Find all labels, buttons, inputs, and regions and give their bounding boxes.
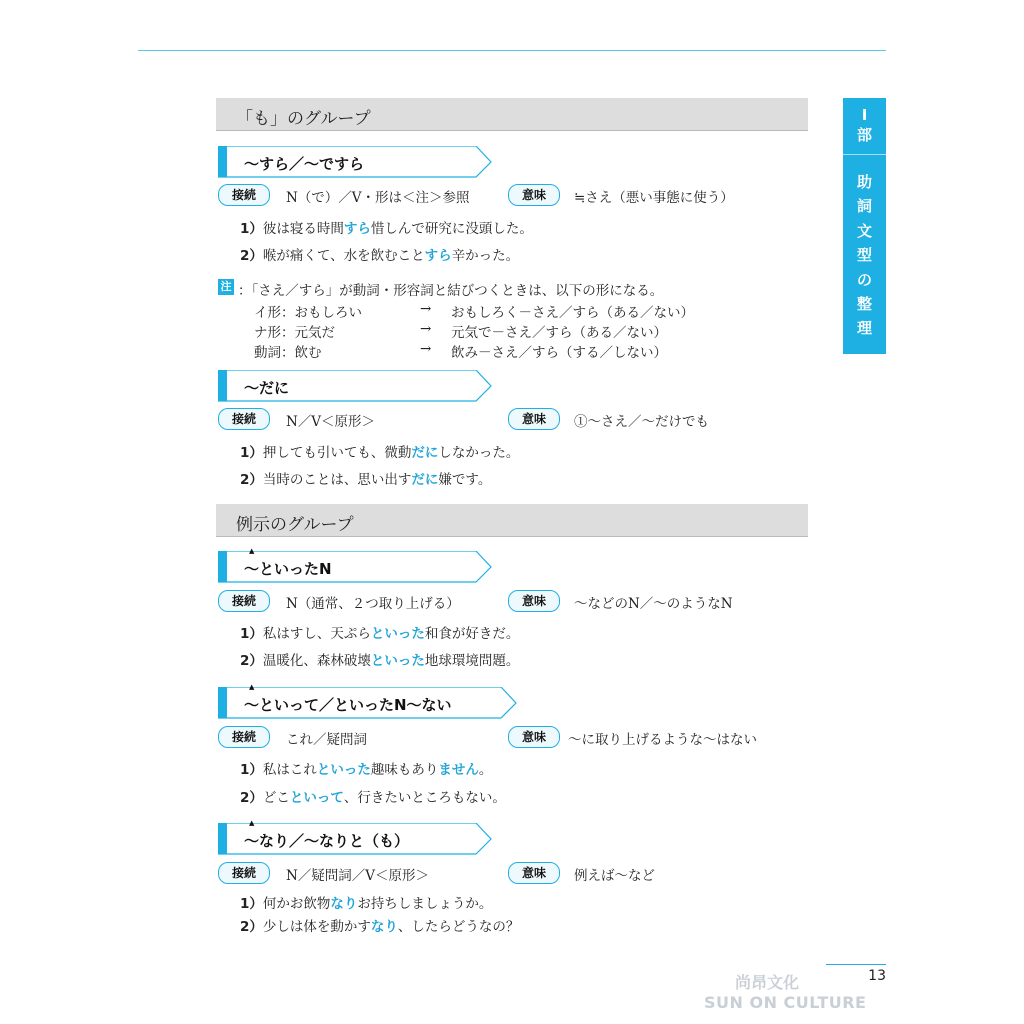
meaning-badge: 意味 [508, 862, 560, 884]
example-highlight: なり [370, 919, 398, 935]
example-number: 1） [240, 762, 263, 778]
section-header [216, 504, 808, 537]
side-tab-title [843, 170, 886, 341]
section-title: 「も」のグループ [236, 109, 371, 129]
meaning-badge: 意味 [508, 590, 560, 612]
part-side-tab [843, 98, 886, 354]
example-number: 1） [240, 221, 263, 237]
meaning-text: ≒さえ（悪い事態に使う） [574, 190, 734, 206]
connection-text: N／疑問詞／V＜原形＞ [286, 868, 430, 884]
example-number: 2） [240, 472, 263, 488]
connection-badge: 接続 [218, 726, 270, 748]
example-highlight: といった [316, 762, 371, 778]
example-highlight: といった [370, 626, 425, 642]
pattern-header [218, 683, 518, 719]
side-tab-char: 助 [856, 173, 872, 191]
example-number: 2） [240, 653, 263, 669]
pattern-title: ～といって／といったN～ない [244, 696, 452, 714]
example-sentence [240, 244, 519, 264]
example-text: 、行きたいところもない。 [343, 790, 506, 806]
connection-badge: 接続 [218, 184, 270, 206]
note-row-right: 飲み－さえ／すら（する／しない） [451, 345, 667, 361]
meaning-badge: 意味 [508, 408, 560, 430]
connection-badge: 接続 [218, 862, 270, 884]
connection-badge: 接続 [218, 590, 270, 612]
example-highlight: だに [411, 445, 439, 461]
example-text: 私はこれ [262, 762, 317, 778]
page-number-rule [826, 964, 886, 965]
part-numeral: I [861, 106, 868, 124]
example-highlight: すら [343, 221, 371, 237]
example-highlight: といって [289, 790, 344, 806]
connection-badge: 接続 [218, 408, 270, 430]
example-text: お持ちしましょうか。 [357, 896, 493, 912]
side-tab-char: 詞 [856, 197, 872, 216]
example-number: 2） [240, 790, 263, 806]
note-row-arrow: → [420, 301, 432, 317]
pattern-header [218, 146, 493, 178]
watermark-logo: SUN ON CULTURE [704, 993, 867, 1012]
side-tab-char: 理 [856, 319, 872, 338]
example-sentence [240, 622, 519, 642]
example-sentence [240, 892, 492, 912]
meaning-text: ～に取り上げるような～はない [568, 732, 757, 748]
side-tab-divider [843, 154, 886, 155]
side-tab-char: の [856, 270, 872, 289]
example-text: 温暖化、森林破壊 [262, 653, 371, 669]
side-tab-char: 型 [856, 246, 872, 265]
example-text: 私はすし、天ぷら [262, 626, 371, 642]
side-tab-char: 文 [856, 221, 872, 240]
watermark-logo: 尚昂文化 [735, 973, 800, 992]
example-text: 、したらどうなの？ [397, 919, 520, 935]
example-highlight: だに [411, 472, 439, 488]
example-text: 和食が好きだ。 [424, 626, 520, 642]
pattern-title: ～だに [244, 379, 290, 397]
example-sentence [240, 786, 506, 806]
example-text: 惜しんで研究に没頭した。 [370, 221, 533, 237]
note-row-left: ナ形：元気だ [254, 325, 335, 341]
example-text: 。 [478, 762, 493, 778]
note-row-left: イ形：おもしろい [254, 305, 362, 321]
side-tab-char: 整 [856, 295, 872, 314]
example-sentence [240, 468, 491, 488]
example-text: 喉が痛くて、水を飲むこと [262, 248, 425, 264]
pattern-header [218, 370, 493, 402]
example-sentence [240, 915, 519, 935]
section-header [216, 98, 808, 131]
note-row-right: おもしろく－さえ／すら（ある／ない） [451, 305, 694, 321]
page-number: 13 [868, 968, 886, 984]
top-rule [138, 50, 886, 51]
example-number: 1） [240, 896, 263, 912]
meaning-badge: 意味 [508, 726, 560, 748]
example-text: 地球環境問題。 [424, 653, 520, 669]
note-marker: 注 [218, 279, 234, 295]
example-number: 2） [240, 919, 263, 935]
emphasis-dot-icon: ▲ [249, 819, 255, 827]
connection-text: これ／疑問詞 [286, 732, 367, 748]
example-text: 嫌です。 [438, 472, 492, 488]
example-text: 何かお飲物 [262, 896, 331, 912]
example-sentence [240, 217, 533, 237]
pattern-title: ～すら／～ですら [244, 155, 365, 173]
connection-text: N（で）／V・形は＜注＞参照 [286, 190, 470, 206]
section-title: 例示のグループ [236, 515, 354, 535]
example-sentence [240, 649, 519, 669]
part-label: 部 [856, 126, 872, 144]
example-number: 1） [240, 445, 263, 461]
example-highlight: といった [370, 653, 425, 669]
example-highlight: すら [424, 248, 452, 264]
example-text: どこ [262, 790, 290, 806]
note-row-right: 元気で－さえ／すら（ある／ない） [451, 325, 667, 341]
example-text: 趣味もあり [370, 762, 439, 778]
example-sentence [240, 441, 519, 461]
example-text: 押しても引いても、微動 [262, 445, 412, 461]
example-number: 2） [240, 248, 263, 264]
meaning-text: ～などのN／～のようなN [574, 596, 733, 612]
connection-text: N／V＜原形＞ [286, 414, 376, 430]
emphasis-dot-icon: ▲ [249, 547, 255, 555]
note-text: ：「さえ／すら」が動詞・形容詞と結びつくときは、以下の形になる。 [238, 283, 664, 299]
note-row-left: 動詞：飲む [254, 345, 322, 361]
example-text: 彼は寝る時間 [262, 221, 344, 237]
pattern-header [218, 819, 493, 855]
example-text: 少しは体を動かす [262, 919, 371, 935]
example-sentence [240, 758, 492, 778]
connection-text: N（通常、２つ取り上げる） [286, 596, 460, 612]
emphasis-dot-icon: ▲ [249, 683, 255, 691]
example-highlight: ません [438, 762, 479, 778]
example-highlight: なり [330, 896, 358, 912]
example-text: 辛かった。 [451, 248, 520, 264]
example-number: 1） [240, 626, 263, 642]
pattern-title: ～といったN [244, 560, 332, 578]
pattern-title: ～なり／～なりと（も） [244, 832, 410, 850]
meaning-text: ①～さえ／～だけでも [574, 414, 709, 430]
meaning-badge: 意味 [508, 184, 560, 206]
note-row-arrow: → [420, 341, 432, 357]
note-row-arrow: → [420, 321, 432, 337]
pattern-header [218, 547, 493, 583]
example-text: しなかった。 [438, 445, 520, 461]
example-text: 当時のことは、思い出す [262, 472, 412, 488]
meaning-text: 例えば～など [574, 868, 655, 884]
